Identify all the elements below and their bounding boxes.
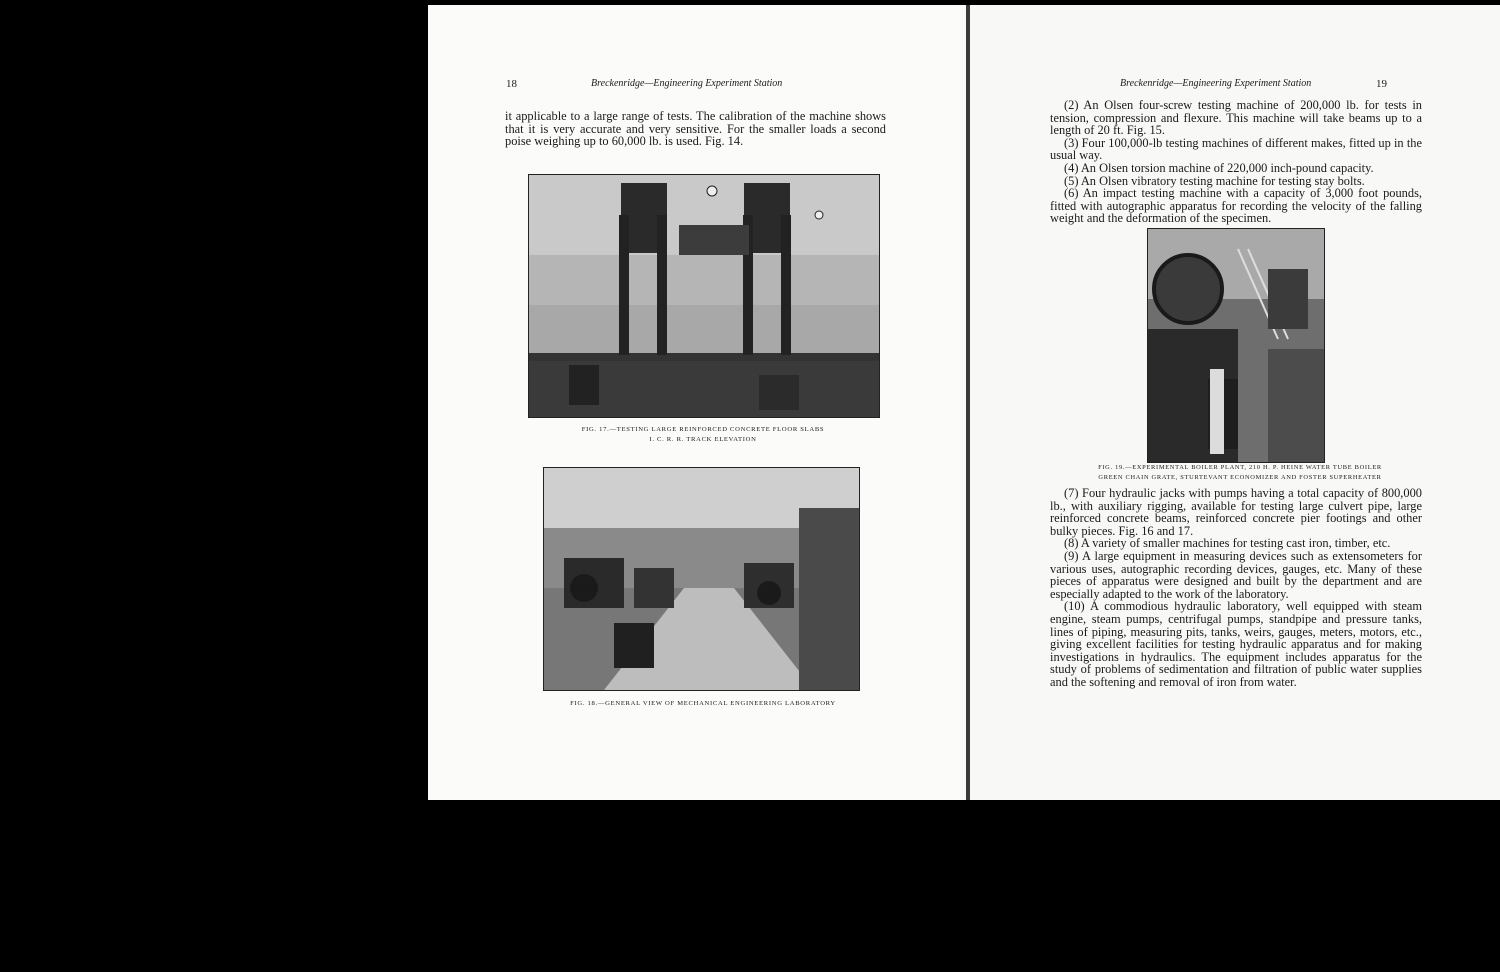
- figure-17-photo: [528, 174, 880, 418]
- intro-paragraph: it applicable to a large range of tests. The calibration of the machine shows that it is very accurate and very sensitive. For the smaller loads a second poise weighing up to 60,000 lb. is used. Fig. 14.: [505, 109, 886, 149]
- item-5: (5) An Olsen vibratory testing machine for testing stay bolts.: [1064, 173, 1365, 188]
- running-head: Breckenridge—Engineering Experiment Station: [591, 78, 783, 89]
- figure-19-caption: [1060, 463, 1420, 483]
- item-6: (6) An impact testing machine with a capacity of 3,000 foot pounds, fitted with autographic apparatus for recording the velocity of the falling weight and the deformation of the specimen.: [1050, 186, 1422, 226]
- item-10: (10) A commodious hydraulic laboratory, well equipped with steam engine, steam pumps, centrifugal pumps, standpipe and pressure tanks, lines of piping, measuring pits, tanks, weirs, gauges, meters, motors, etc., giving excellent facilities for testing hydraulic apparatus and for making investigations in hydraulics. The equipment includes apparatus for the study of problems of sedimentation and filtration of public water supplies and the softening and removal of iron from water.: [1050, 599, 1422, 689]
- slab-test-illustration: [529, 175, 879, 417]
- items-bottom: [1050, 487, 1422, 689]
- item-9: (9) A large equipment in measuring devices such as extensometers for various uses, autographic recording devices, gauges, etc. Many of these pieces of apparatus were designed and built by the department and are especially adapted to the work of the laboratory.: [1050, 548, 1422, 601]
- left-page: [428, 5, 968, 800]
- figure-19-caption-line1: FIG. 19.—EXPERIMENTAL BOILER PLANT, 210 H. P. HEINE WATER TUBE BOILER: [1098, 464, 1382, 471]
- item-7: (7) Four hydraulic jacks with pumps having a total capacity of 800,000 lb., with auxiliary rigging, available for testing large culvert pipe, large reinforced concrete beams, reinforced concrete pier footings and other bulky pieces. Fig. 16 and 17.: [1050, 486, 1422, 538]
- item-8: (8) A variety of smaller machines for testing cast iron, timber, etc.: [1064, 536, 1391, 551]
- boiler-plant-illustration: [1148, 229, 1324, 462]
- figure-18-caption: FIG. 18.—GENERAL VIEW OF MECHANICAL ENGINEERING LABORATORY: [570, 700, 836, 707]
- item-3: (3) Four 100,000-lb testing machines of different makes, fitted up in the usual way.: [1050, 135, 1422, 163]
- right-page: [970, 5, 1500, 800]
- page-number: 19: [1376, 78, 1387, 90]
- item-4: (4) An Olsen torsion machine of 220,000 inch-pound capacity.: [1064, 160, 1374, 175]
- items-top: [1050, 99, 1422, 225]
- figure-17-caption-line2: I. C. R. R. TRACK ELEVATION: [649, 436, 757, 443]
- laboratory-illustration: [544, 468, 859, 690]
- figure-19-caption-line2: GREEN CHAIN GRATE, STURTEVANT ECONOMIZER AND FOSTER SUPERHEATER: [1098, 474, 1382, 481]
- figure-19-photo: [1147, 228, 1325, 463]
- figure-18-photo: [543, 467, 860, 691]
- running-head: Breckenridge—Engineering Experiment Station: [1120, 78, 1312, 89]
- page-number: 18: [506, 78, 517, 90]
- item-2: (2) An Olsen four-screw testing machine of 200,000 lb. for tests in tension, compression and flexure. This machine will take beams up to a length of 20 ft. Fig. 15.: [1050, 98, 1422, 138]
- figure-17-caption: [528, 425, 878, 445]
- figure-17-caption-line1: FIG. 17.—TESTING LARGE REINFORCED CONCRETE FLOOR SLABS: [581, 426, 825, 433]
